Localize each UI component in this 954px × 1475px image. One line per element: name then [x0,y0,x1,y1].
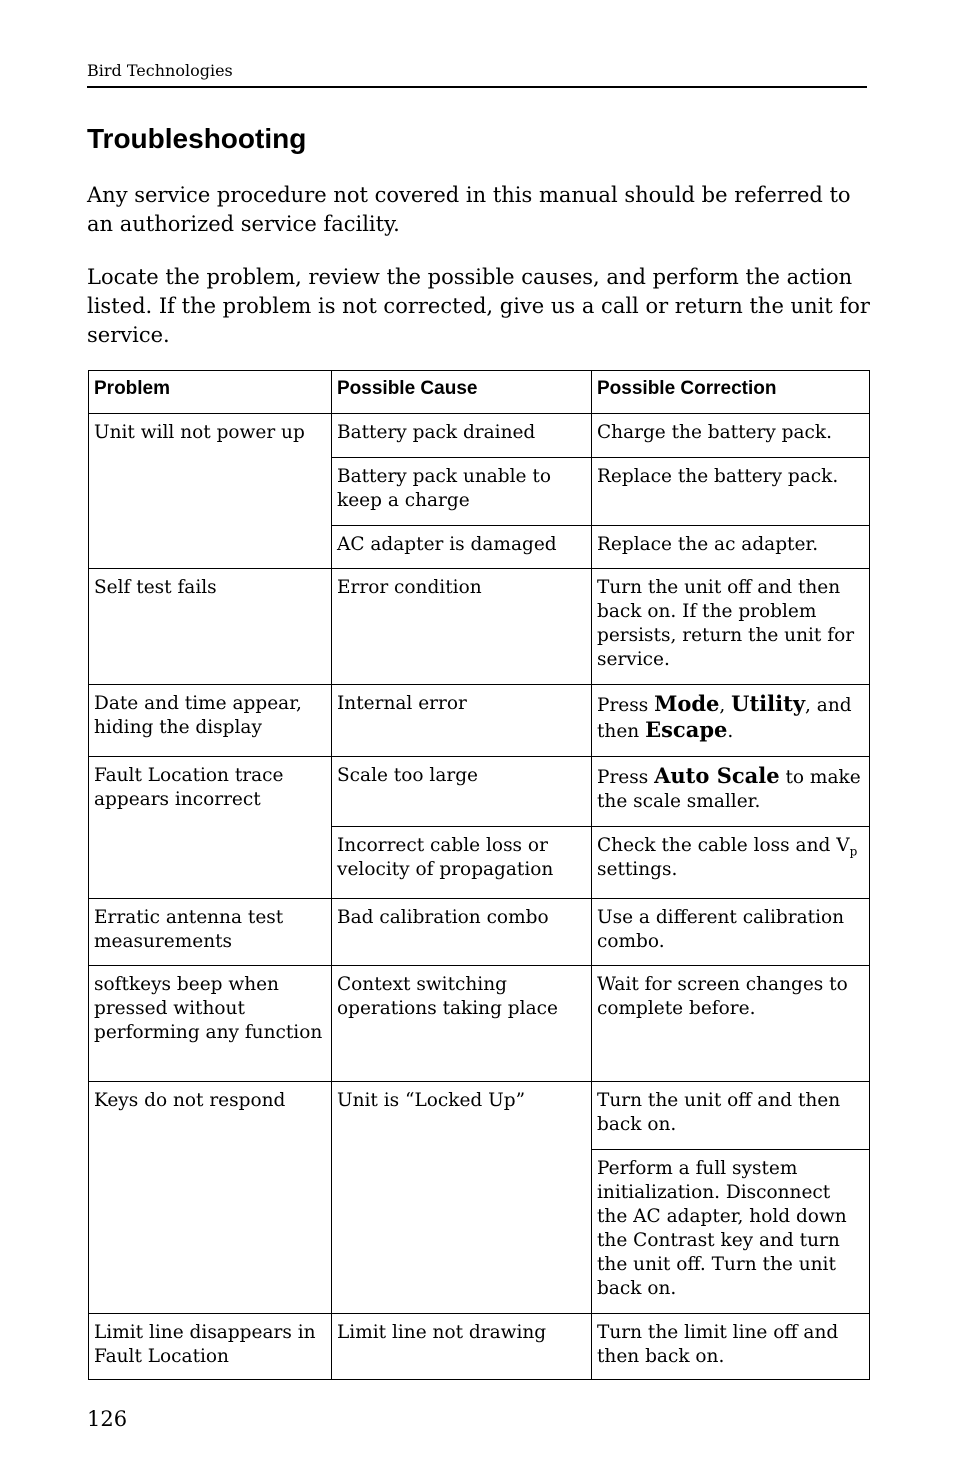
problem-cell: Keys do not respond [89,1082,332,1150]
correction-cell: Replace the ac adapter. [592,526,870,569]
cause-cell: AC adapter is damaged [332,526,592,569]
auto-scale-key-label: Auto Scale [654,763,780,788]
table-row [89,1314,870,1380]
header-possible-correction: Possible Correction [592,371,870,414]
correction-cell [592,827,870,899]
cause-cell: Battery pack drained [332,414,592,458]
correction-text: Press [597,695,655,716]
cause-cell: Context switching operations taking place [332,966,592,1082]
page-title: Troubleshooting [87,123,307,154]
problem-cell: Unit will not power up [89,414,332,458]
table-row [89,1082,870,1150]
table-row [89,757,870,827]
header-problem: Problem [89,371,332,414]
correction-cell: Use a different calibration combo. [592,899,870,966]
cause-cell: Unit is “Locked Up” [332,1082,592,1150]
correction-cell: Turn the limit line off and then back on. [592,1314,870,1380]
problem-cell: softkeys beep when pressed without performing any function [89,966,332,1082]
correction-cell: Charge the battery pack. [592,414,870,458]
table-row [89,1150,870,1314]
correction-text: to make the scale smaller. [597,767,861,812]
intro-paragraph: Any service procedure not covered in this manual should be referred to an authorized service facility. [87,183,851,236]
problem-cell-continued [89,1150,332,1314]
page-number: 126 [87,1407,128,1431]
instructions-paragraph: Locate the problem, review the possible causes, and perform the action listed. If the problem is not corrected, give us a call or return the unit for service. [87,265,870,347]
correction-text: Check the cable loss and V [597,835,850,856]
cause-cell: Internal error [332,685,592,757]
table-header-row [89,371,870,414]
problem-cell-continued [89,827,332,899]
correction-text: Press [597,767,655,788]
correction-text: settings. [597,859,678,880]
correction-cell: Perform a full system initialization. Disconnect the AC adapter, hold down the Contrast key and turn the unit off. Turn the unit back on. [592,1150,870,1314]
problem-cell: Date and time appear, hiding the display [89,685,332,757]
mode-key-label: Mode [654,691,720,716]
cause-cell-continued [332,1150,592,1314]
cause-cell: Incorrect cable loss or velocity of propagation [332,827,592,899]
correction-text: , and then [597,695,852,742]
table-row [89,526,870,569]
troubleshooting-table [88,370,870,1380]
header-possible-cause: Possible Cause [332,371,592,414]
problem-cell-continued [89,458,332,526]
correction-cell [592,685,870,757]
problem-cell: Fault Location trace appears incorrect [89,757,332,827]
table-row [89,414,870,458]
cause-cell: Limit line not drawing [332,1314,592,1380]
table-row [89,569,870,685]
problem-cell: Erratic antenna test measurements [89,899,332,966]
problem-cell: Self test fails [89,569,332,685]
cause-cell: Scale too large [332,757,592,827]
problem-cell-continued [89,526,332,569]
table-row [89,458,870,526]
correction-cell: Turn the unit off and then back on. If the problem persists, return the unit for service. [592,569,870,685]
header-rule [87,86,867,88]
correction-cell: Wait for screen changes to complete before. [592,966,870,1082]
correction-text: , [719,695,732,716]
problem-cell: Limit line disappears in Fault Location [89,1314,332,1380]
correction-text: . [727,721,734,742]
table-row [89,966,870,1082]
cause-cell: Error condition [332,569,592,685]
header-org: Bird Technologies [87,61,233,80]
table-row [89,899,870,966]
correction-cell [592,757,870,827]
correction-cell: Turn the unit off and then back on. [592,1082,870,1150]
utility-key-label: Utility [731,691,806,716]
correction-cell: Replace the battery pack. [592,458,870,526]
escape-key-label: Escape [645,717,728,742]
table-row [89,685,870,757]
table-row [89,827,870,899]
cause-cell: Battery pack unable to keep a charge [332,458,592,526]
vp-subscript: p [849,844,858,859]
cause-cell: Bad calibration combo [332,899,592,966]
